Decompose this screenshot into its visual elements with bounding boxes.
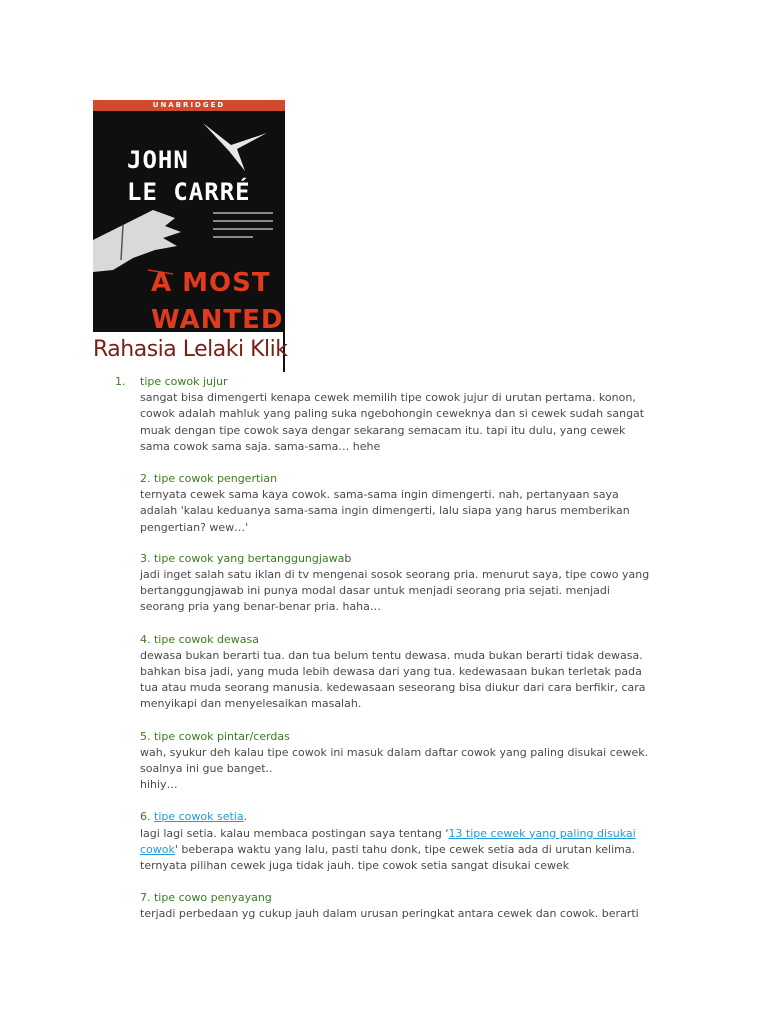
section-heading bbox=[140, 809, 680, 825]
list-item bbox=[140, 729, 680, 794]
cover-title-line1: A MOST bbox=[151, 268, 271, 298]
list-number: 1. bbox=[115, 375, 126, 388]
list-item bbox=[140, 890, 680, 922]
cover-band: UNABRIDGED bbox=[93, 100, 285, 111]
section-heading: 7. tipe cowo penyayang bbox=[140, 891, 272, 905]
list-item bbox=[140, 471, 680, 536]
section-heading bbox=[140, 551, 680, 567]
section-heading-suffix: . bbox=[243, 810, 248, 824]
section-heading: 5. tipe cowok pintar/cerdas bbox=[140, 729, 290, 743]
section-body: dewasa bukan berarti tua. dan tua belum tentu dewasa. muda bukan berarti tidak dewasa. bahkan bisa jadi, yang muda lebih dewasa dari yang tua. kedewasaan bukan terletak pada tua atau muda seorang manusia. kedewasaan seseorang bisa diukur dari cara berfikir, cara menyikapi dan menyelesaikan masalah. bbox=[140, 648, 646, 711]
book-cover-image bbox=[93, 100, 288, 372]
section-heading-tail: b bbox=[344, 551, 352, 565]
article-list bbox=[115, 374, 680, 939]
cover-title-line2: WANTED bbox=[151, 305, 284, 332]
cover-author-last: LE CARRÉ bbox=[127, 178, 251, 206]
section-body-part2: ' beberapa waktu yang lalu, pasti tahu donk, tipe cewek setia ada di urutan kelima. ternyata pilihan cewek juga tidak jauh. tipe cowok setia sangat disukai cewek bbox=[140, 842, 636, 873]
section-heading-prefix: 6. bbox=[140, 810, 154, 824]
section-body: ternyata cewek sama kaya cowok. sama-sama ingin dimengerti. nah, pertanyaan saya adalah 'kalau keduanya sama-sama ingin dimengerti, lalu siapa yang harus memberikan pengertian? wew…' bbox=[140, 488, 630, 534]
list-item bbox=[140, 809, 680, 874]
cover-caption bbox=[93, 332, 288, 372]
section-heading: 4. tipe cowok dewasa bbox=[140, 632, 259, 646]
section-heading: tipe cowok jujur bbox=[140, 375, 228, 388]
section-body-part1: lagi lagi setia. kalau membaca postingan saya tentang ' bbox=[140, 826, 449, 840]
section-body bbox=[140, 826, 680, 875]
section-body: terjadi perbedaan yg cukup jauh dalam urusan peringkat antara cewek dan cowok. berarti bbox=[140, 907, 639, 921]
cover-caption-text: Rahasia Lelaki Klik bbox=[93, 337, 288, 362]
section-body: wah, syukur deh kalau tipe cowok ini masuk dalam daftar cowok yang paling disukai cewek. soalnya ini gue banget.. hihiy… bbox=[140, 745, 649, 792]
section-body: jadi inget salah satu iklan di tv mengenai sosok seorang pria. menurut saya, tipe cowo yang bertanggungjawab ini punya modal dasar untuk menjadi seorang pria sejati. menjadi seorang pria yang benar-benar pria. haha… bbox=[140, 568, 650, 614]
13-tipe-cewek-link-cont[interactable]: cowok bbox=[140, 842, 175, 856]
cover-author-first: JOHN bbox=[127, 146, 189, 174]
section-heading: 2. tipe cowok pengertian bbox=[140, 472, 278, 486]
list-item bbox=[140, 632, 680, 713]
section-heading-text: 3. tipe cowok yang bertanggungjawa bbox=[140, 551, 345, 565]
list-item bbox=[140, 551, 680, 616]
section-body: sangat bisa dimengerti kenapa cewek memilih tipe cowok jujur di urutan pertama. konon, cowok adalah mahluk yang paling suka ngebohongin ceweknya dan si cewek sudah sangat muak dengan tipe cowok saya dengar sekarang semacam itu. tapi itu dulu, yang cewek sama cowok sama saja. sama-sama… hehe bbox=[140, 391, 645, 453]
tipe-cowok-setia-link[interactable]: tipe cowok setia bbox=[154, 810, 244, 824]
book-cover bbox=[93, 100, 285, 332]
bird-icon bbox=[201, 115, 271, 175]
list-item bbox=[115, 374, 680, 455]
13-tipe-cewek-link[interactable]: 13 tipe cewek yang paling disukai bbox=[448, 826, 636, 840]
